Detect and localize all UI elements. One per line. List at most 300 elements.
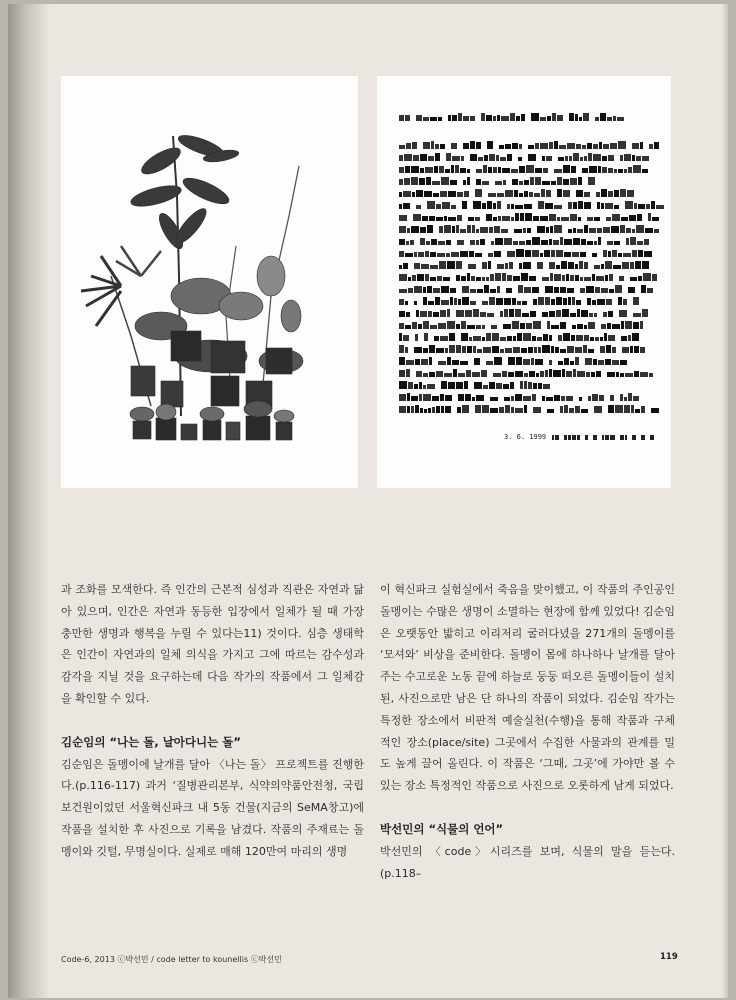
- plant-glyph: [632, 333, 639, 341]
- plant-glyph: [549, 335, 552, 341]
- plant-glyph: [573, 153, 579, 161]
- plant-glyph: [431, 239, 437, 245]
- plant-glyph: [405, 166, 410, 173]
- plant-glyph: [558, 361, 563, 365]
- plant-glyph: [425, 251, 429, 257]
- plant-glyph: [542, 181, 550, 185]
- plant-glyph: [403, 203, 410, 209]
- plant-glyph: [420, 408, 423, 413]
- signature-glyph: [564, 435, 567, 440]
- plant-glyph: [576, 190, 583, 197]
- plant-glyph: [461, 156, 464, 161]
- plant-glyph: [415, 405, 419, 413]
- plant-glyph: [505, 405, 510, 413]
- plant-glyph: [408, 382, 413, 389]
- plant-glyph: [530, 311, 536, 317]
- plant-glyph: [445, 348, 448, 353]
- plant-glyph: [590, 337, 594, 341]
- plant-glyph: [475, 189, 482, 197]
- glyph-line: [399, 344, 649, 353]
- plant-glyph: [501, 229, 508, 233]
- plant-glyph: [419, 394, 422, 401]
- plant-glyph: [629, 215, 636, 221]
- plant-glyph: [399, 289, 407, 293]
- plant-glyph: [554, 205, 562, 209]
- plant-glyph: [482, 181, 489, 185]
- plant-glyph: [579, 117, 582, 121]
- plant-glyph: [403, 191, 411, 197]
- plant-glyph: [486, 361, 493, 365]
- plant-glyph: [522, 301, 527, 305]
- plant-glyph: [424, 409, 427, 413]
- plant-glyph: [557, 189, 562, 197]
- plant-glyph: [609, 289, 614, 293]
- plant-glyph: [435, 144, 439, 149]
- plant-glyph: [600, 113, 606, 121]
- plant-glyph: [424, 191, 432, 197]
- plant-glyph: [546, 190, 551, 197]
- plant-glyph: [504, 238, 512, 245]
- plant-glyph: [568, 262, 574, 269]
- plant-glyph: [404, 154, 412, 161]
- plant-glyph: [511, 204, 514, 209]
- plant-glyph: [412, 142, 417, 149]
- plant-glyph: [499, 145, 504, 149]
- plant-glyph: [545, 297, 550, 305]
- plant-glyph: [637, 241, 643, 245]
- plant-glyph: [411, 177, 418, 185]
- plant-glyph: [575, 357, 579, 365]
- plant-glyph: [477, 289, 483, 293]
- plant-glyph: [587, 298, 591, 305]
- plant-glyph: [511, 407, 514, 413]
- plant-glyph: [589, 166, 597, 173]
- plant-glyph: [597, 202, 600, 209]
- plant-glyph: [523, 228, 526, 233]
- plant-glyph: [452, 115, 457, 121]
- plant-glyph: [571, 166, 576, 173]
- plant-glyph: [517, 333, 522, 341]
- plant-glyph: [524, 204, 532, 209]
- plant-glyph: [399, 115, 404, 121]
- plant-glyph: [601, 288, 608, 293]
- plant-glyph: [584, 192, 590, 197]
- plant-glyph: [460, 168, 466, 173]
- plant-glyph: [566, 371, 572, 377]
- signature-glyph: [632, 435, 636, 440]
- plant-glyph: [488, 261, 491, 269]
- plant-glyph: [439, 226, 443, 233]
- plant-glyph: [508, 372, 514, 377]
- plant-glyph: [426, 241, 430, 245]
- plant-glyph: [427, 201, 435, 209]
- plant-glyph: [573, 202, 577, 209]
- plant-glyph: [641, 406, 645, 413]
- plant-glyph: [467, 325, 475, 329]
- plant-glyph: [508, 357, 515, 365]
- plant-glyph: [560, 406, 563, 413]
- glyph-line: [399, 332, 649, 341]
- plant-glyph: [633, 297, 639, 305]
- plant-glyph: [588, 396, 591, 401]
- plant-glyph: [497, 193, 504, 197]
- plant-glyph: [450, 180, 457, 185]
- plant-glyph: [399, 345, 404, 353]
- plant-glyph: [642, 169, 648, 173]
- plant-glyph: [423, 142, 430, 149]
- plant-glyph: [535, 168, 542, 173]
- plant-glyph: [520, 323, 525, 329]
- plant-glyph: [603, 312, 607, 317]
- plant-glyph: [456, 225, 459, 233]
- plant-glyph: [411, 406, 414, 413]
- plant-glyph: [505, 144, 511, 149]
- plant-glyph: [406, 369, 410, 377]
- plant-glyph: [557, 115, 563, 121]
- plant-glyph: [637, 214, 642, 221]
- plant-glyph: [591, 372, 595, 377]
- plant-glyph: [464, 381, 468, 389]
- plant-glyph: [427, 286, 432, 293]
- plant-glyph: [598, 237, 601, 245]
- plant-glyph: [605, 203, 613, 209]
- plant-glyph: [433, 312, 439, 317]
- glyph-line: [399, 284, 654, 293]
- plant-glyph: [610, 395, 614, 401]
- plant-glyph: [605, 359, 611, 365]
- signature-glyph: [568, 435, 571, 440]
- plant-glyph: [529, 192, 533, 197]
- plant-glyph: [419, 382, 422, 389]
- plant-glyph: [504, 298, 511, 305]
- plant-glyph: [556, 297, 562, 305]
- plant-glyph: [403, 263, 408, 269]
- plant-glyph: [462, 297, 469, 305]
- plant-glyph: [544, 250, 550, 257]
- plant-glyph: [463, 143, 469, 149]
- plant-glyph: [605, 275, 608, 281]
- signature-glyph: [605, 435, 609, 440]
- plant-glyph: [607, 117, 612, 121]
- plant-glyph: [518, 285, 523, 293]
- plant-glyph: [532, 250, 539, 257]
- plant-glyph: [399, 333, 402, 341]
- page-gutter-shadow: [8, 4, 50, 998]
- plants-photograph: [61, 76, 358, 488]
- glyph-line: [399, 272, 661, 281]
- plant-glyph: [584, 277, 591, 281]
- plant-glyph: [502, 273, 506, 281]
- plant-glyph: [646, 204, 650, 209]
- plant-glyph: [594, 313, 597, 317]
- signature-glyph: [593, 435, 597, 440]
- plant-glyph: [438, 241, 445, 245]
- plant-glyph: [594, 217, 600, 221]
- plant-glyph: [502, 371, 507, 377]
- plant-glyph: [589, 228, 596, 233]
- glyph-line: [399, 248, 654, 257]
- plant-glyph: [600, 337, 603, 341]
- plant-glyph: [519, 181, 523, 185]
- plant-glyph: [632, 250, 637, 257]
- plant-glyph: [515, 213, 519, 221]
- plant-glyph: [399, 226, 406, 233]
- plant-glyph: [601, 189, 607, 197]
- plant-glyph: [596, 276, 604, 281]
- glyph-line: [399, 404, 661, 413]
- page-number: 119: [660, 952, 678, 962]
- plant-glyph: [472, 397, 475, 401]
- plant-glyph: [499, 407, 504, 413]
- plant-glyph: [470, 154, 477, 161]
- continued-paragraph: 이 혁신파크 실험실에서 죽음을 맞이했고, 이 작품의 주인공인 돌멩이는 수많은 생명이 소멸하는 현장에 함께 있었다! 김순임은 오랫동안 밟히고 이리저리 굴러다녔을 271개의 돌멩이를 ‘모셔와’ 비상을 준비한다. 돌멩이 몸에 하나하나 날개를 달아주는 수고로운 노동 끝에 하늘로 둥둥 떠오른 돌멩이들이 설치된, 사진으로만 남은 단 하나의 작품이 되었다. 김순임 작가는 특정한 장소에서 비판적 예술실천(수행)을 통해 작품과 구체적인 장소(place/site) 그곳에서 수집한 사물과의 관계를 밀도 높게 끌어 올린다. 이 작품은 ‘그때, 그곳’에 가야만 볼 수 있는 장소 특정적인 작품으로 사진으로 오롯하게 남게 되었다.: [380, 583, 675, 793]
- plant-glyph: [519, 144, 522, 149]
- plant-glyph: [457, 215, 462, 221]
- plant-glyph: [563, 190, 570, 197]
- plant-glyph: [595, 287, 600, 293]
- plant-glyph: [408, 277, 411, 281]
- plant-glyph: [493, 167, 497, 173]
- plant-glyph: [465, 310, 472, 317]
- plant-glyph: [470, 289, 476, 293]
- plant-glyph: [420, 168, 424, 173]
- plant-glyph: [633, 313, 641, 317]
- plant-glyph: [448, 115, 451, 121]
- plant-glyph: [514, 190, 518, 197]
- plant-glyph: [542, 345, 550, 353]
- glyph-line: [399, 152, 654, 161]
- plant-glyph: [541, 240, 548, 245]
- page-edge: [722, 4, 728, 998]
- plant-glyph: [566, 396, 573, 401]
- plant-glyph: [438, 323, 446, 329]
- plant-glyph: [441, 300, 449, 305]
- magazine-page: [8, 4, 728, 998]
- plant-glyph: [618, 253, 622, 257]
- plant-glyph: [513, 347, 520, 353]
- plant-glyph: [509, 309, 514, 317]
- plant-glyph: [488, 193, 496, 197]
- plant-glyph: [436, 204, 441, 209]
- section-heading-park: 박선민의 “식물의 언어”: [380, 821, 504, 836]
- plant-glyph: [449, 345, 455, 353]
- glyph-line: [399, 236, 649, 245]
- plant-glyph: [549, 311, 555, 317]
- plant-glyph: [523, 333, 531, 341]
- plant-glyph: [529, 371, 535, 377]
- plant-glyph: [451, 205, 456, 209]
- plant-glyph: [551, 325, 559, 329]
- plant-glyph: [575, 406, 580, 413]
- plant-glyph: [538, 383, 542, 389]
- plant-glyph: [560, 349, 566, 353]
- plant-glyph: [430, 252, 436, 257]
- plant-glyph: [467, 273, 470, 281]
- plant-glyph: [490, 289, 496, 293]
- plant-glyph: [449, 333, 455, 341]
- plant-glyph: [651, 201, 655, 209]
- plant-glyph: [423, 287, 426, 293]
- plant-glyph: [460, 229, 466, 233]
- plant-glyph: [476, 395, 484, 401]
- plant-glyph: [538, 347, 541, 353]
- plant-glyph: [399, 357, 405, 365]
- plant-glyph: [470, 240, 475, 245]
- plant-glyph: [594, 265, 600, 269]
- plant-glyph: [569, 113, 574, 121]
- plant-glyph: [511, 169, 518, 173]
- plant-glyph: [626, 238, 629, 245]
- plant-glyph: [473, 336, 481, 341]
- plant-glyph: [582, 168, 588, 173]
- plant-glyph: [476, 240, 479, 245]
- plant-glyph: [537, 226, 545, 233]
- plant-glyph: [405, 325, 411, 329]
- plant-glyph: [482, 262, 487, 269]
- plant-glyph: [547, 409, 554, 413]
- plant-glyph: [556, 250, 563, 257]
- plant-glyph: [473, 346, 476, 353]
- plant-glyph: [478, 157, 483, 161]
- glyph-line: [399, 200, 664, 209]
- plant-glyph: [462, 286, 469, 293]
- plant-glyph: [537, 337, 542, 341]
- plant-glyph: [640, 347, 645, 353]
- plant-glyph: [566, 274, 569, 281]
- plant-glyph: [594, 406, 602, 413]
- plant-glyph: [595, 337, 599, 341]
- plant-glyph: [440, 144, 445, 149]
- plant-glyph: [480, 239, 485, 245]
- plant-glyph: [460, 361, 468, 365]
- plant-glyph: [524, 191, 528, 197]
- plant-glyph: [554, 274, 561, 281]
- plant-glyph: [570, 275, 574, 281]
- plant-glyph: [533, 407, 541, 413]
- plant-glyph: [467, 169, 470, 173]
- plant-glyph: [579, 261, 583, 269]
- plant-glyph: [482, 301, 488, 305]
- plant-glyph: [430, 325, 437, 329]
- plant-glyph: [633, 322, 639, 329]
- plant-glyph: [628, 167, 632, 173]
- plant-glyph: [414, 263, 420, 269]
- plant-glyph: [487, 313, 494, 317]
- plant-glyph: [456, 275, 460, 281]
- plant-glyph: [435, 153, 440, 161]
- plant-glyph: [561, 261, 567, 269]
- plant-glyph: [570, 313, 576, 317]
- plant-glyph: [581, 310, 588, 317]
- glyph-line: [399, 112, 629, 121]
- plant-glyph: [624, 154, 631, 161]
- plant-glyph: [536, 373, 539, 377]
- signature-glyph: [620, 435, 624, 440]
- plant-glyph: [546, 227, 549, 233]
- plant-glyph: [494, 357, 502, 365]
- plant-glyph: [486, 333, 491, 341]
- glyph-line: [399, 356, 629, 365]
- plant-glyph: [505, 263, 508, 269]
- plant-glyph: [439, 166, 444, 173]
- plant-glyph: [433, 288, 440, 293]
- plant-glyph: [456, 324, 460, 329]
- plant-glyph: [598, 360, 604, 365]
- plant-glyph: [475, 253, 482, 257]
- plant-glyph: [546, 397, 553, 401]
- plant-glyph: [592, 300, 596, 305]
- plant-glyph: [415, 334, 418, 341]
- plant-glyph: [488, 167, 492, 173]
- plant-glyph: [558, 335, 562, 341]
- plant-glyph: [468, 217, 474, 221]
- plant-glyph: [507, 204, 510, 209]
- plant-glyph: [407, 393, 410, 401]
- plant-glyph: [523, 359, 530, 365]
- plant-glyph: [516, 116, 520, 121]
- plant-glyph: [488, 253, 493, 257]
- plant-glyph: [638, 276, 642, 281]
- plant-glyph: [470, 301, 476, 305]
- plant-glyph: [461, 276, 466, 281]
- plant-glyph: [520, 213, 524, 221]
- plant-glyph: [507, 336, 512, 341]
- plant-glyph: [456, 382, 463, 389]
- plant-glyph: [609, 274, 613, 281]
- plant-glyph: [523, 396, 531, 401]
- plant-glyph: [524, 373, 528, 377]
- plant-glyph: [495, 181, 502, 185]
- plant-glyph: [615, 285, 622, 293]
- plant-glyph: [619, 276, 624, 281]
- plant-glyph: [453, 369, 457, 377]
- glyph-line: [399, 176, 599, 185]
- plant-glyph: [436, 217, 443, 221]
- plant-glyph: [433, 193, 439, 197]
- plant-glyph: [624, 405, 630, 413]
- plant-glyph: [547, 116, 551, 121]
- plant-glyph: [560, 322, 566, 329]
- plant-glyph: [505, 190, 513, 197]
- plant-glyph: [399, 204, 402, 209]
- plant-glyph: [584, 335, 589, 341]
- plant-glyph: [535, 359, 543, 365]
- plant-glyph: [612, 214, 620, 221]
- glyph-line: [399, 380, 559, 389]
- plant-glyph: [447, 321, 455, 329]
- plant-glyph: [452, 156, 460, 161]
- plant-glyph: [411, 226, 419, 233]
- plant-glyph: [516, 357, 522, 365]
- plant-glyph: [440, 191, 447, 197]
- plant-glyph: [630, 262, 634, 269]
- plant-glyph: [482, 325, 485, 329]
- plant-glyph: [482, 337, 485, 341]
- plant-glyph: [473, 201, 481, 209]
- plant-glyph: [606, 345, 611, 353]
- plant-glyph: [518, 157, 522, 161]
- plant-glyph: [580, 157, 583, 161]
- plant-glyph: [555, 347, 559, 353]
- plant-glyph: [569, 408, 574, 413]
- plant-glyph: [486, 115, 492, 121]
- plant-glyph: [423, 348, 428, 353]
- plant-glyph: [618, 141, 626, 149]
- plant-glyph: [408, 288, 413, 293]
- plant-glyph: [489, 227, 493, 233]
- plant-glyph: [581, 409, 588, 413]
- plant-glyph: [578, 177, 582, 185]
